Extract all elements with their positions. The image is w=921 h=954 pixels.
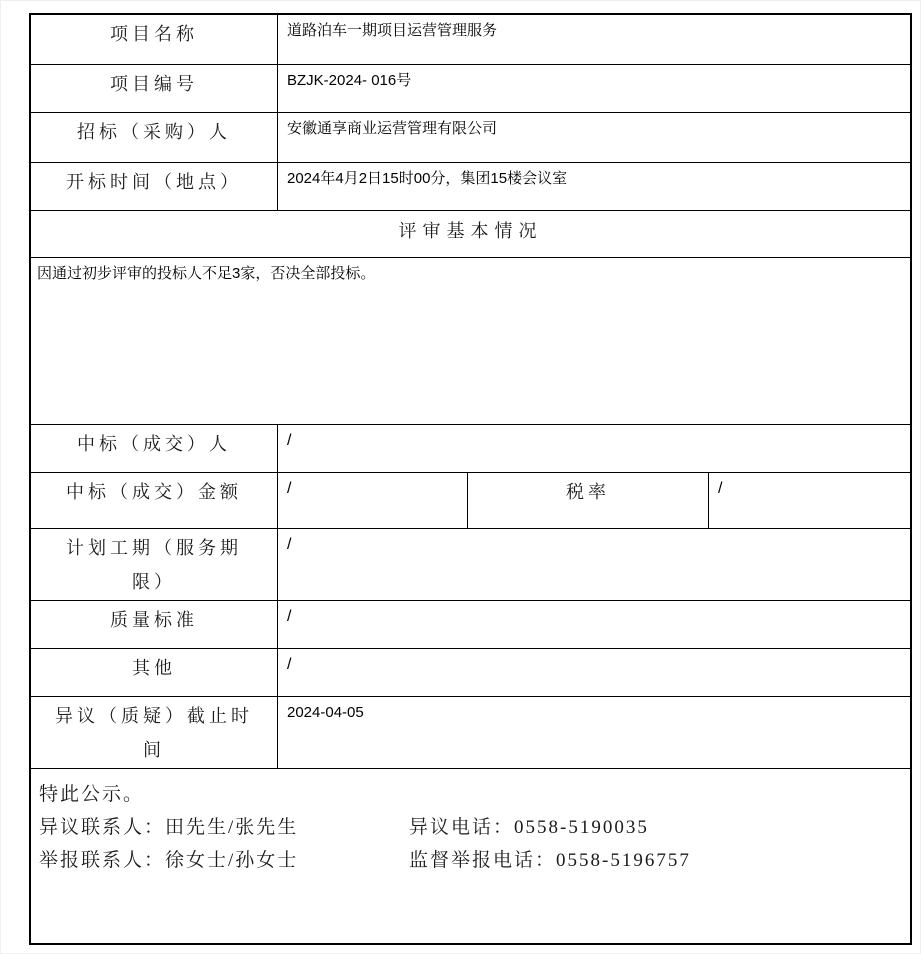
table-row-project-name bbox=[31, 15, 910, 65]
report-contact-line bbox=[39, 844, 902, 877]
objection-contact-person: 异议联系人：田先生/张先生 bbox=[39, 817, 299, 838]
bid-announcement-table bbox=[29, 13, 912, 945]
field-value-purchaser: 安徽通享商业运营管理有限公司 bbox=[287, 120, 498, 137]
table-row-objection-deadline bbox=[31, 697, 910, 769]
report-phone: 监督举报电话：0558-5196757 bbox=[409, 850, 691, 871]
field-label-project-name: 项目名称 bbox=[31, 15, 278, 64]
field-value-tax-rate: / bbox=[718, 480, 723, 497]
field-label-schedule: 计划工期（服务期限） bbox=[31, 529, 278, 600]
table-row-review-header bbox=[31, 211, 910, 258]
field-value-project-name: 道路泊车一期项目运营管理服务 bbox=[287, 22, 498, 39]
objection-phone: 异议电话：0558-5190035 bbox=[409, 817, 649, 838]
field-value-project-number: BZJK-2024- 016号 bbox=[287, 72, 412, 89]
field-value-quality-standard: / bbox=[287, 608, 292, 625]
table-row-schedule bbox=[31, 529, 910, 601]
footer-notice: 特此公示。 bbox=[39, 784, 145, 805]
review-result-text: 因通过初步评审的投标人不足3家，否决全部投标。 bbox=[37, 265, 376, 282]
field-label-project-number: 项目编号 bbox=[31, 65, 278, 112]
field-value-objection-deadline: 2024-04-05 bbox=[287, 704, 364, 721]
table-row-opening-time bbox=[31, 163, 910, 211]
field-value-opening-time: 2024年4月2日15时00分，集团15楼会议室 bbox=[287, 170, 568, 187]
field-label-quality-standard: 质量标准 bbox=[31, 601, 278, 648]
field-label-other: 其他 bbox=[31, 649, 278, 696]
table-row-quality-standard bbox=[31, 601, 910, 649]
announcement-footer bbox=[31, 769, 910, 943]
field-value-amount: / bbox=[278, 473, 468, 528]
field-label-purchaser: 招标（采购）人 bbox=[31, 113, 278, 162]
field-label-objection-deadline: 异议（质疑）截止时间 bbox=[31, 697, 278, 768]
field-label-opening-time: 开标时间（地点） bbox=[31, 163, 278, 210]
table-row-other bbox=[31, 649, 910, 697]
field-value-winner: / bbox=[287, 432, 292, 449]
field-value-schedule: / bbox=[287, 536, 292, 553]
table-row-amount-tax bbox=[31, 473, 910, 529]
table-row-winner bbox=[31, 425, 910, 473]
field-label-winner: 中标（成交）人 bbox=[31, 425, 278, 472]
table-row-project-number bbox=[31, 65, 910, 113]
table-row-purchaser bbox=[31, 113, 910, 163]
table-row-review-content bbox=[31, 258, 910, 425]
objection-contact-line bbox=[39, 811, 902, 844]
report-contact-person: 举报联系人：徐女士/孙女士 bbox=[39, 850, 299, 871]
field-label-amount: 中标（成交）金额 bbox=[31, 473, 278, 528]
review-section-title: 评审基本情况 bbox=[398, 221, 543, 241]
table-row-footer bbox=[31, 769, 910, 943]
field-label-tax-rate: 税率 bbox=[468, 473, 709, 528]
field-value-other: / bbox=[287, 656, 292, 673]
